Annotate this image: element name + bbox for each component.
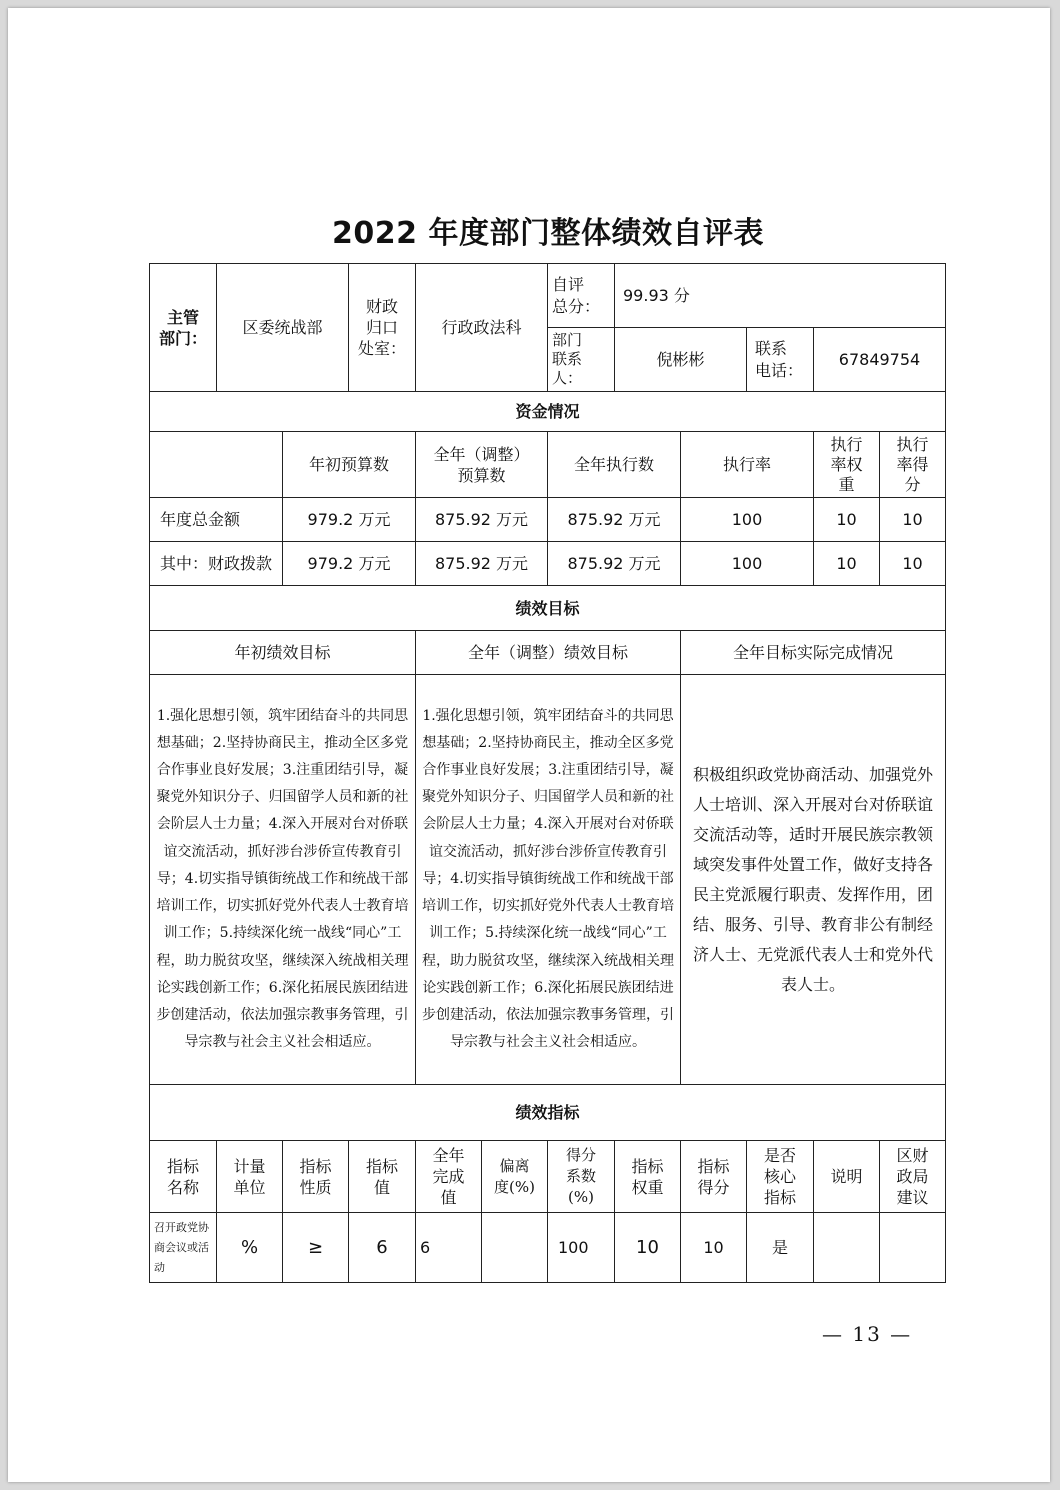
funds-cell: 10: [880, 498, 946, 542]
funds-cell: 875.92 万元: [416, 542, 548, 586]
contact-label: 部门 联系 人：: [548, 328, 615, 392]
goals-col-header: 年初绩效目标: [150, 631, 416, 675]
indicator-value: 6: [349, 1213, 416, 1283]
funds-col-header: 执行 率权 重: [814, 432, 880, 498]
funds-cell: 875.92 万元: [416, 498, 548, 542]
funds-row-label: 其中：财政拨款: [150, 542, 283, 586]
page-number: — 13 —: [822, 1322, 913, 1346]
funds-cell: 10: [814, 498, 880, 542]
indicator-name: 召开政党协商会议或活动: [150, 1213, 217, 1283]
indicator-col-header: 指标 性质: [283, 1141, 349, 1213]
indicator-score: 10: [681, 1213, 747, 1283]
contact-value: 倪彬彬: [615, 328, 747, 392]
indicator-col-header: 计量 单位: [217, 1141, 283, 1213]
phone-label: 联系 电话：: [747, 328, 814, 392]
goals-col-header: 全年目标实际完成情况: [681, 631, 946, 675]
goals-col-header: 全年（调整）绩效目标: [416, 631, 681, 675]
funds-cell: 10: [880, 542, 946, 586]
funds-cell: 10: [814, 542, 880, 586]
indicator-col-header: 偏离 度(%): [482, 1141, 548, 1213]
funds-col-header: 执行 率得 分: [880, 432, 946, 498]
evaluation-table: [149, 263, 946, 1283]
funds-col-header: 执行率: [681, 432, 814, 498]
indicator-nature: ≥: [283, 1213, 349, 1283]
dept-value: 区委统战部: [217, 264, 349, 392]
actual-completion-text: 积极组织政党协商活动、加强党外人士培训、深入开展对台对侨联谊交流活动等，适时开展民族宗教领域突发事件处置工作，做好支持各民主党派履行职责、发挥作用，团结、服务、引导、教育非公有制经济人士、无党派代表人士和党外代表人士。: [681, 675, 946, 1085]
indicator-unit: %: [217, 1213, 283, 1283]
funds-cell: 875.92 万元: [548, 498, 681, 542]
initial-goals-text: 1.强化思想引领，筑牢团结奋斗的共同思想基础；2.坚持协商民主，推动全区多党合作事业良好发展；3.注重团结引导，凝聚党外知识分子、归国留学人员和新的社会阶层人士力量；4.深入开展对台对侨联谊交流活动，抓好涉台涉侨宣传教育引导；4.切实指导镇街统战工作和统战干部培训工作，切实抓好党外代表人士教育培训工作；5.持续深化统一战线“同心”工程，助力脱贫攻坚，继续深入统战相关理论实践创新工作；6.深化拓展民族团结进步创建活动，依法加强宗教事务管理，引导宗教与社会主义社会相适应。: [150, 675, 416, 1085]
funds-col-header: 全年（调整） 预算数: [416, 432, 548, 498]
indicator-col-header: 指标 名称: [150, 1141, 217, 1213]
funds-cell: 100: [681, 498, 814, 542]
indicators-section-title: 绩效指标: [150, 1085, 946, 1141]
indicator-col-header: 说明: [814, 1141, 880, 1213]
indicator-completed: 6: [416, 1213, 482, 1283]
indicator-note: [814, 1213, 880, 1283]
indicator-col-header: 全年 完成 值: [416, 1141, 482, 1213]
funds-cell: 100: [681, 542, 814, 586]
funds-col-header: 年初预算数: [283, 432, 416, 498]
indicator-col-header: 是否 核心 指标: [747, 1141, 814, 1213]
goals-section-title: 绩效目标: [150, 586, 946, 631]
dept-label: 主管 部门：: [150, 264, 217, 392]
indicator-score-coef: 100: [548, 1213, 615, 1283]
phone-value: 67849754: [814, 328, 946, 392]
page-title: 2022 年度部门整体绩效自评表: [332, 216, 764, 251]
indicator-weight: 10: [615, 1213, 681, 1283]
office-value: 行政政法科: [416, 264, 548, 392]
indicator-is-core: 是: [747, 1213, 814, 1283]
indicator-col-header: 区财 政局 建议: [880, 1141, 946, 1213]
funds-section-title: 资金情况: [150, 392, 946, 432]
indicator-col-header: 指标 得分: [681, 1141, 747, 1213]
funds-cell: 979.2 万元: [283, 498, 416, 542]
score-label: 自评 总分：: [548, 264, 615, 328]
adjusted-goals-text: 1.强化思想引领，筑牢团结奋斗的共同思想基础；2.坚持协商民主，推动全区多党合作事业良好发展；3.注重团结引导，凝聚党外知识分子、归国留学人员和新的社会阶层人士力量；4.深入开展对台对侨联谊交流活动，抓好涉台涉侨宣传教育引导；4.切实指导镇街统战工作和统战干部培训工作，切实抓好党外代表人士教育培训工作；5.持续深化统一战线“同心”工程，助力脱贫攻坚，继续深入统战相关理论实践创新工作；6.深化拓展民族团结进步创建活动，依法加强宗教事务管理，引导宗教与社会主义社会相适应。: [416, 675, 681, 1085]
indicator-col-header: 指标 权重: [615, 1141, 681, 1213]
indicator-finance-suggestion: [880, 1213, 946, 1283]
funds-header-blank: [150, 432, 283, 498]
indicator-col-header: 指标 值: [349, 1141, 416, 1213]
indicator-deviation: [482, 1213, 548, 1283]
funds-cell: 875.92 万元: [548, 542, 681, 586]
funds-col-header: 全年执行数: [548, 432, 681, 498]
funds-row-label: 年度总金额: [150, 498, 283, 542]
score-value: 99.93 分: [615, 264, 946, 328]
funds-cell: 979.2 万元: [283, 542, 416, 586]
indicator-col-header: 得分 系数 (%): [548, 1141, 615, 1213]
office-label: 财政 归口 处室：: [349, 264, 416, 392]
